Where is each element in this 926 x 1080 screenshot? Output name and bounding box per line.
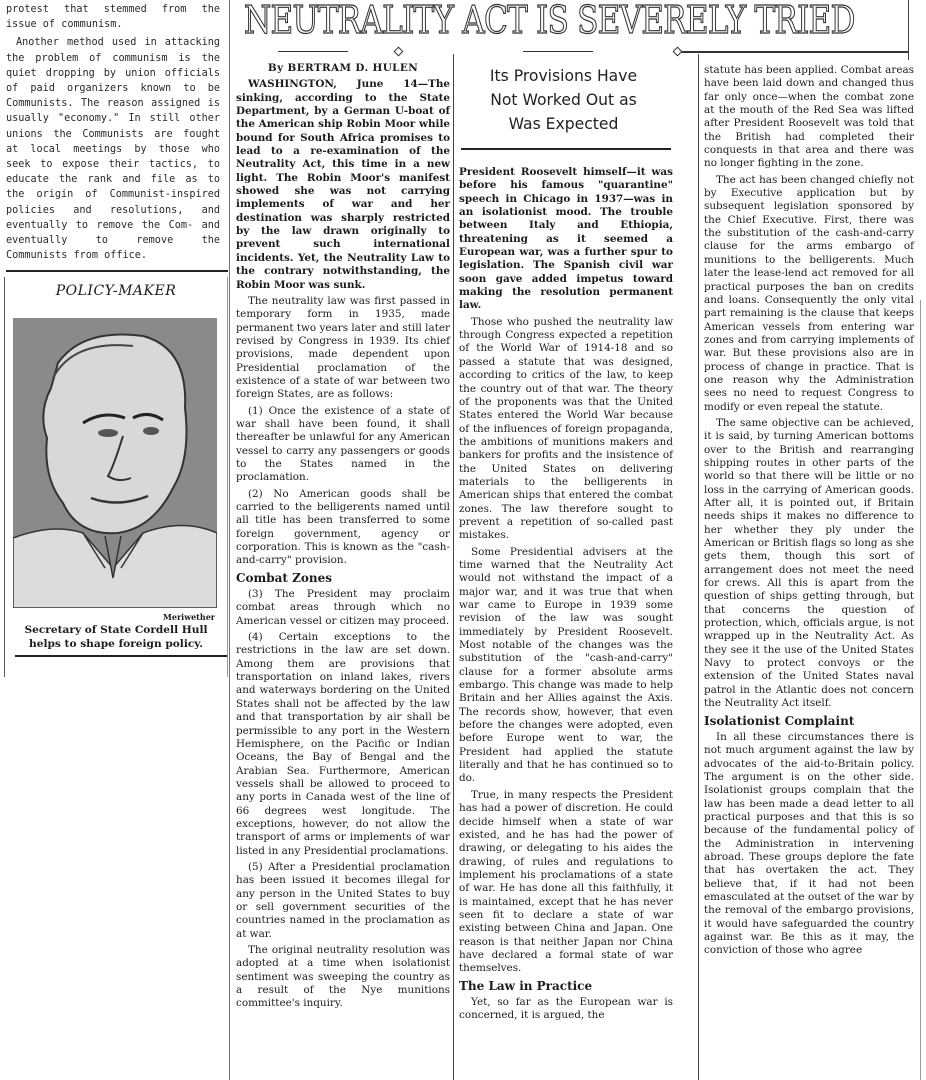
subheadline-deck <box>457 64 670 136</box>
section-subheading: The Law in Practice <box>459 978 593 993</box>
deck-line: Was Expected <box>508 115 619 133</box>
column-divider <box>698 54 699 1080</box>
paragraph: The original neutrality resolution was adopted at a time when isolationist sentiment was sweeping the country as a result of the Nye munitions committee's inquiry. <box>236 944 450 1010</box>
headline-rule <box>523 51 593 52</box>
caption-line: helps to shape foreign policy. <box>29 638 203 650</box>
caption-rule <box>15 655 227 657</box>
paragraph: True, in many respects the President has had a power of discretion. He could decide himself when a state of war existed, and he has had the power of drawing, or delegating to his aides the drawing, of rules and regulations to implement his proclamations of a state of war. He has done all this faithfully, it is maintained, except that he has never seen fit to declare a state of war existing between China and Japan. One reason is that neither Japan nor China have declared a formal state of war themselves. <box>459 788 673 975</box>
photo-caption <box>5 623 227 651</box>
paragraph: protest that stemmed from the issue of communism. <box>6 4 220 31</box>
deck-line: Not Worked Out as <box>490 91 637 109</box>
paragraph: Another method used in attacking the problem of communism is the quiet dropping by union officials of paid organizers known to be Communists. The reason assigned is usually "economy." In still other unions the Communists are fought at local meetings by those who seek to expose their tactics, to educate the rank and file as to the origin of Communist-inspired policies and resolutions, and eventually to remove the Com- and eventually to remove the Communists from office. <box>6 37 220 262</box>
paragraph: (1) Once the existence of a state of war shall have been found, it shall thereafter be unlawful for any American vessel to carry any passengers or goods to the States named in the proclamation. <box>236 404 450 484</box>
paragraph: Those who pushed the neutrality law through Congress expected a repetition of the World War of 1914-18 and so passed a statute that was designed, according to critics of the law, to keep the country out of that war. The theory of the proponents was that the United States entered the World War because of the influences of foreign propaganda, the ambitions of munitions makers and bankers for profits and the insistence of the United States on delivering materials to the belligerents in American ships that entered the combat zones. The law therefore sought to prevent a repetition of so-called past mistakes. <box>459 315 673 542</box>
ornament-diamond <box>673 47 683 57</box>
deck-line: Its Provisions Have <box>489 67 638 85</box>
portrait-drawing <box>13 318 217 608</box>
portrait-illustration <box>13 318 217 608</box>
paragraph: (5) After a Presidential proclamation has been issued it becomes illegal for any person in the United States to buy or sell government securities of the countries named in the proclamation as at war. <box>236 860 450 940</box>
article-column-2 <box>459 166 673 1023</box>
photo-box-title: POLICY-MAKER <box>55 283 177 299</box>
ornament-diamond <box>394 47 404 57</box>
headline-rule <box>681 51 909 53</box>
column-divider-rule <box>6 270 228 272</box>
paragraph: (4) Certain exceptions to the restrictions in the law are set down. Among them are provisions that transportation on inland lakes, rivers and waterways bordering on the United States shall not be affected by the law and that transportation by air shall be permissible to any port in the Western Hemisphere, on the Pacific or Indian Oceans, the Bay of Bengal and the Arabian Sea. Furthermore, American vessels shall be allowed to proceed to any ports in Canada west of the line of 66 degrees west longitude. The exceptions, however, do not allow the transport of arms or implements of war listed in any Presidential proclamations. <box>236 631 450 857</box>
article-column-1 <box>236 62 450 1011</box>
previous-article-column <box>6 2 220 263</box>
section-subheading: Isolationist Complaint <box>704 713 855 728</box>
paragraph: The neutrality law was first passed in temporary form in 1935, made permanent two years later and still later revised by Congress in 1939. Its chief provisions, made dependent upon Presidential proclamation of the existence of a state of war between two foreign States, are as follows: <box>236 294 450 401</box>
paragraph: (3) The President may proclaim combat areas through which no American vessel or citizen may proceed. <box>236 588 450 627</box>
article-column-3 <box>704 64 914 958</box>
photo-credit: Meriwether <box>163 612 215 622</box>
column-divider <box>453 54 454 1080</box>
byline: By BERTRAM D. HULEN <box>267 62 419 74</box>
paragraph: statute has been applied. Combat areas have been laid down and changed thus far only once—when the combat zone at the mouth of the Red Sea was lifted after President Roosevelt was told that the British had completed their conquests in that area and there was no longer fighting in the zone. <box>704 64 914 170</box>
deck-rule <box>461 148 671 150</box>
photo-box <box>4 277 228 677</box>
paragraph: WASHINGTON, June 14—The sinking, according to the State Department, by a German U-boat of the American ship Robin Moor while bound for South Africa promises to lead to a re-examination of the Neutrality Act, this time in a new light. The Robin Moor's manifest showed she was not carrying implements of war and her destination was sharply restricted by the law drawn originally to prevent such international incidents. Yet, the Neutrality Law to the contrary notwithstanding, the Robin Moor was sunk. <box>236 78 450 291</box>
paragraph: The act has been changed chiefly not by Executive application but by subsequent legislation sponsored by the Chief Executive. First, there was the substitution of the cash-and-carry clause for the arms embargo of munitions to the belligerents. Much later the lease-lend act removed for all practical purposes the ban on credits and loans. Consequently the only vital part remaining is the clause that keeps American vessels from entering war zones and from carrying implements of war. But these provisions also are in process of change in practice. That is one reason why the Administration sees no need to request Congress to modify or even repeal the statute. <box>704 173 914 413</box>
paragraph: Yet, so far as the European war is concerned, it is argued, the <box>459 995 673 1022</box>
headline-rule <box>278 51 348 52</box>
paragraph: In all these circumstances there is not much argument against the law by advocates of the aid-to-Britain policy. The argument is on the other side. Isolationist groups complain that the law has been made a dead letter to all practical purposes and that this is so because of the fundamental policy of the Administration in intervening abroad. These groups deplore the fate that has overtaken the act. They believe that, if it had not been emasculated at the outset of the war by the removal of the embargo provisions, it would have safeguarded the country against war. Be this as it may, the conviction of those who agree <box>704 730 914 957</box>
paragraph: Some Presidential advisers at the time warned that the Neutrality Act would not withstand the impact of a major war, and it was true that when war came to Europe in 1939 some revision of the law was sought immediately by President Roosevelt. Most notable of the changes was the substitution of the "cash-and-carry" clause for a former absolute arms embargo. This change was made to help Britain and her Allies against the Axis. The records show, however, that even before the changes were adopted, even before Europe went to war, the President had applied the statute literally and that he has continued so to do. <box>459 545 673 785</box>
column-divider <box>229 0 230 1080</box>
paragraph: (2) No American goods shall be carried to the belligerents named until all title has been transferred to some foreign government, agency or corporation. This is known as the "cash-and-carry" provision. <box>236 487 450 567</box>
headline: NEUTRALITY ACT IS SEVERELY TRIED <box>244 0 855 42</box>
page-edge-rule <box>920 300 921 1080</box>
paragraph: The same objective can be achieved, it is said, by turning American bottoms over to the British and rearranging shipping routes in other parts of the world so that there will be little or no loss in the carrying of American goods. After all, it is pointed out, if Britain needs ships it makes no difference to her whether they ply under the American or British flags so long as she gets them, though this sort of arrangement does not meet the need for crews. All this is apart from the question of ships getting through, but that concerns the question of protection, which, officials argue, is not wrapped up in the Neutrality Act. As they see it the use of the United States Navy to protect convoys or the extension of the United States naval patrol in the Atlantic does not concern the Neutrality Act itself. <box>704 416 914 710</box>
section-subheading: Combat Zones <box>236 570 333 585</box>
lead-paragraph: President Roosevelt himself—it was before his famous "quarantine" speech in Chicago in 1937—was in an isolationist mood. The trouble between Italy and Ethiopia, threatening as it seemed a European war, was a further spur to legislation. The Spanish civil war soon gave added impetus toward making the resolution permanent law. <box>459 166 673 312</box>
caption-line: Secretary of State Cordell Hull <box>24 624 208 636</box>
